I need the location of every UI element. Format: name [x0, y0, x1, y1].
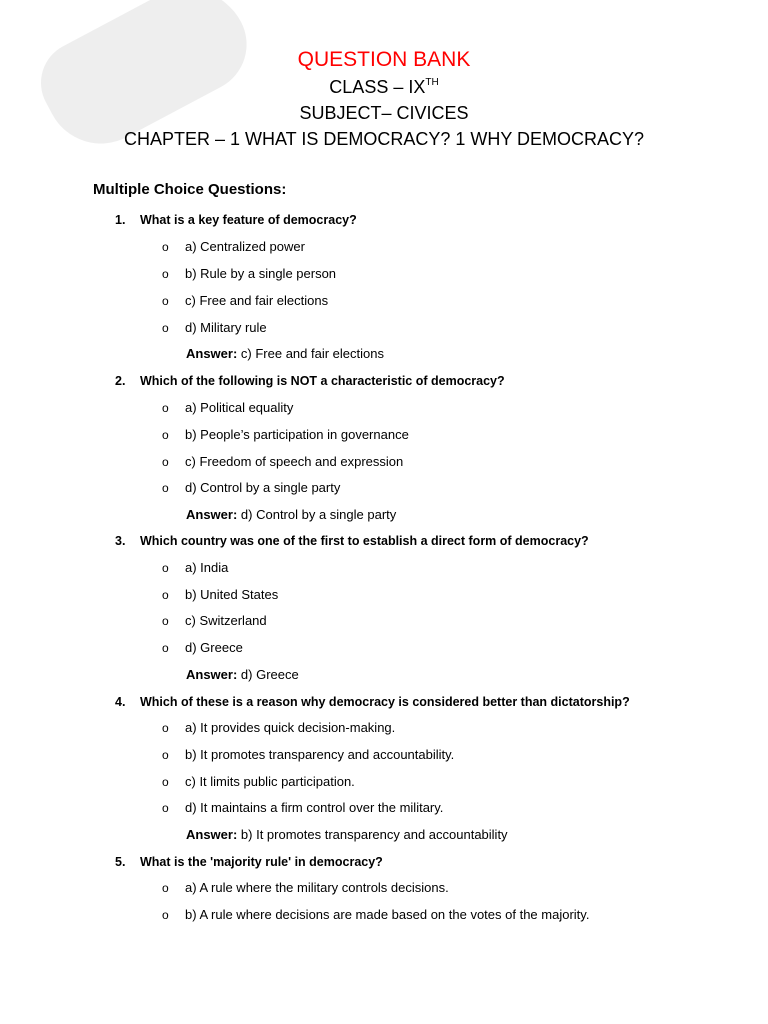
option-2b: [162, 426, 409, 444]
class-superscript: TH: [425, 77, 439, 88]
answer-4: [186, 826, 508, 844]
option-bullet: o: [162, 881, 169, 895]
option-text: b) United States: [185, 587, 279, 602]
question-number: 3.: [115, 534, 126, 548]
option-2d: [162, 479, 340, 497]
option-4b: [162, 746, 454, 764]
option-1c: [162, 292, 328, 310]
answer-text: b) It promotes transparency and accountability: [240, 827, 508, 842]
question-text: What is a key feature of democracy?: [140, 213, 357, 227]
answer-1: [186, 345, 384, 363]
option-text: a) A rule where the military controls decisions.: [185, 880, 449, 895]
option-1b: [162, 265, 336, 283]
option-bullet: o: [162, 455, 169, 469]
question-1: [115, 211, 357, 229]
question-number: 1.: [115, 213, 126, 227]
option-bullet: o: [162, 401, 169, 415]
answer-3: [186, 666, 299, 684]
option-text: a) India: [185, 560, 229, 575]
option-3a: [162, 559, 228, 577]
option-bullet: o: [162, 588, 169, 602]
class-line: [0, 74, 768, 100]
option-bullet: o: [162, 775, 169, 789]
question-number: 4.: [115, 695, 126, 709]
option-text: c) Switzerland: [185, 613, 267, 628]
question-text: Which of the following is NOT a characteristic of democracy?: [140, 374, 505, 388]
answer-text: c) Free and fair elections: [240, 346, 384, 361]
option-text: d) Control by a single party: [185, 480, 341, 495]
option-bullet: o: [162, 294, 169, 308]
question-text: Which country was one of the first to establish a direct form of democracy?: [140, 534, 589, 548]
document-header: [0, 46, 768, 152]
option-text: a) Centralized power: [185, 239, 305, 254]
document-title: QUESTION BANK: [297, 48, 471, 71]
option-3c: [162, 612, 267, 630]
answer-label: Answer:: [186, 507, 238, 522]
section-heading: Multiple Choice Questions:: [93, 181, 287, 198]
answer-text: d) Greece: [240, 667, 299, 682]
option-text: d) It maintains a firm control over the military.: [185, 800, 444, 815]
option-4d: [162, 799, 443, 817]
question-2: [115, 372, 505, 390]
option-bullet: o: [162, 321, 169, 335]
option-5b: [162, 906, 589, 924]
option-text: b) It promotes transparency and accountability.: [185, 747, 455, 762]
option-text: b) Rule by a single person: [185, 266, 337, 281]
option-bullet: o: [162, 721, 169, 735]
option-1d: [162, 319, 267, 337]
chapter-title: CHAPTER – 1 WHAT IS DEMOCRACY? 1 WHY DEMOCRACY?: [123, 129, 645, 149]
question-4: [115, 693, 630, 711]
option-text: a) Political equality: [185, 400, 294, 415]
question-3: [115, 532, 589, 550]
option-bullet: o: [162, 908, 169, 922]
option-bullet: o: [162, 614, 169, 628]
option-2c: [162, 453, 403, 471]
option-5a: [162, 879, 449, 897]
question-5: [115, 853, 383, 871]
option-2a: [162, 399, 293, 417]
option-bullet: o: [162, 428, 169, 442]
option-text: d) Military rule: [185, 320, 267, 335]
answer-label: Answer:: [186, 667, 238, 682]
option-text: a) It provides quick decision-making.: [185, 720, 396, 735]
option-bullet: o: [162, 801, 169, 815]
option-3b: [162, 586, 278, 604]
question-number: 2.: [115, 374, 126, 388]
option-1a: [162, 238, 305, 256]
class-text: CLASS – IX: [329, 77, 426, 97]
option-text: b) People’s participation in governance: [185, 427, 409, 442]
question-text: Which of these is a reason why democracy is considered better than dictatorship?: [140, 695, 630, 709]
question-text: What is the 'majority rule' in democracy?: [140, 855, 383, 869]
answer-label: Answer:: [186, 346, 238, 361]
answer-label: Answer:: [186, 827, 238, 842]
subject-line: SUBJECT– CIVICES: [299, 103, 469, 123]
option-bullet: o: [162, 641, 169, 655]
option-bullet: o: [162, 481, 169, 495]
option-text: b) A rule where decisions are made based on the votes of the majority.: [185, 907, 590, 922]
option-text: c) It limits public participation.: [185, 774, 355, 789]
option-bullet: o: [162, 748, 169, 762]
option-bullet: o: [162, 240, 169, 254]
option-bullet: o: [162, 561, 169, 575]
option-4a: [162, 719, 395, 737]
option-text: d) Greece: [185, 640, 243, 655]
option-text: c) Free and fair elections: [185, 293, 329, 308]
option-4c: [162, 773, 355, 791]
question-number: 5.: [115, 855, 126, 869]
answer-text: d) Control by a single party: [240, 507, 397, 522]
option-text: c) Freedom of speech and expression: [185, 454, 404, 469]
option-3d: [162, 639, 243, 657]
option-bullet: o: [162, 267, 169, 281]
answer-2: [186, 506, 396, 524]
